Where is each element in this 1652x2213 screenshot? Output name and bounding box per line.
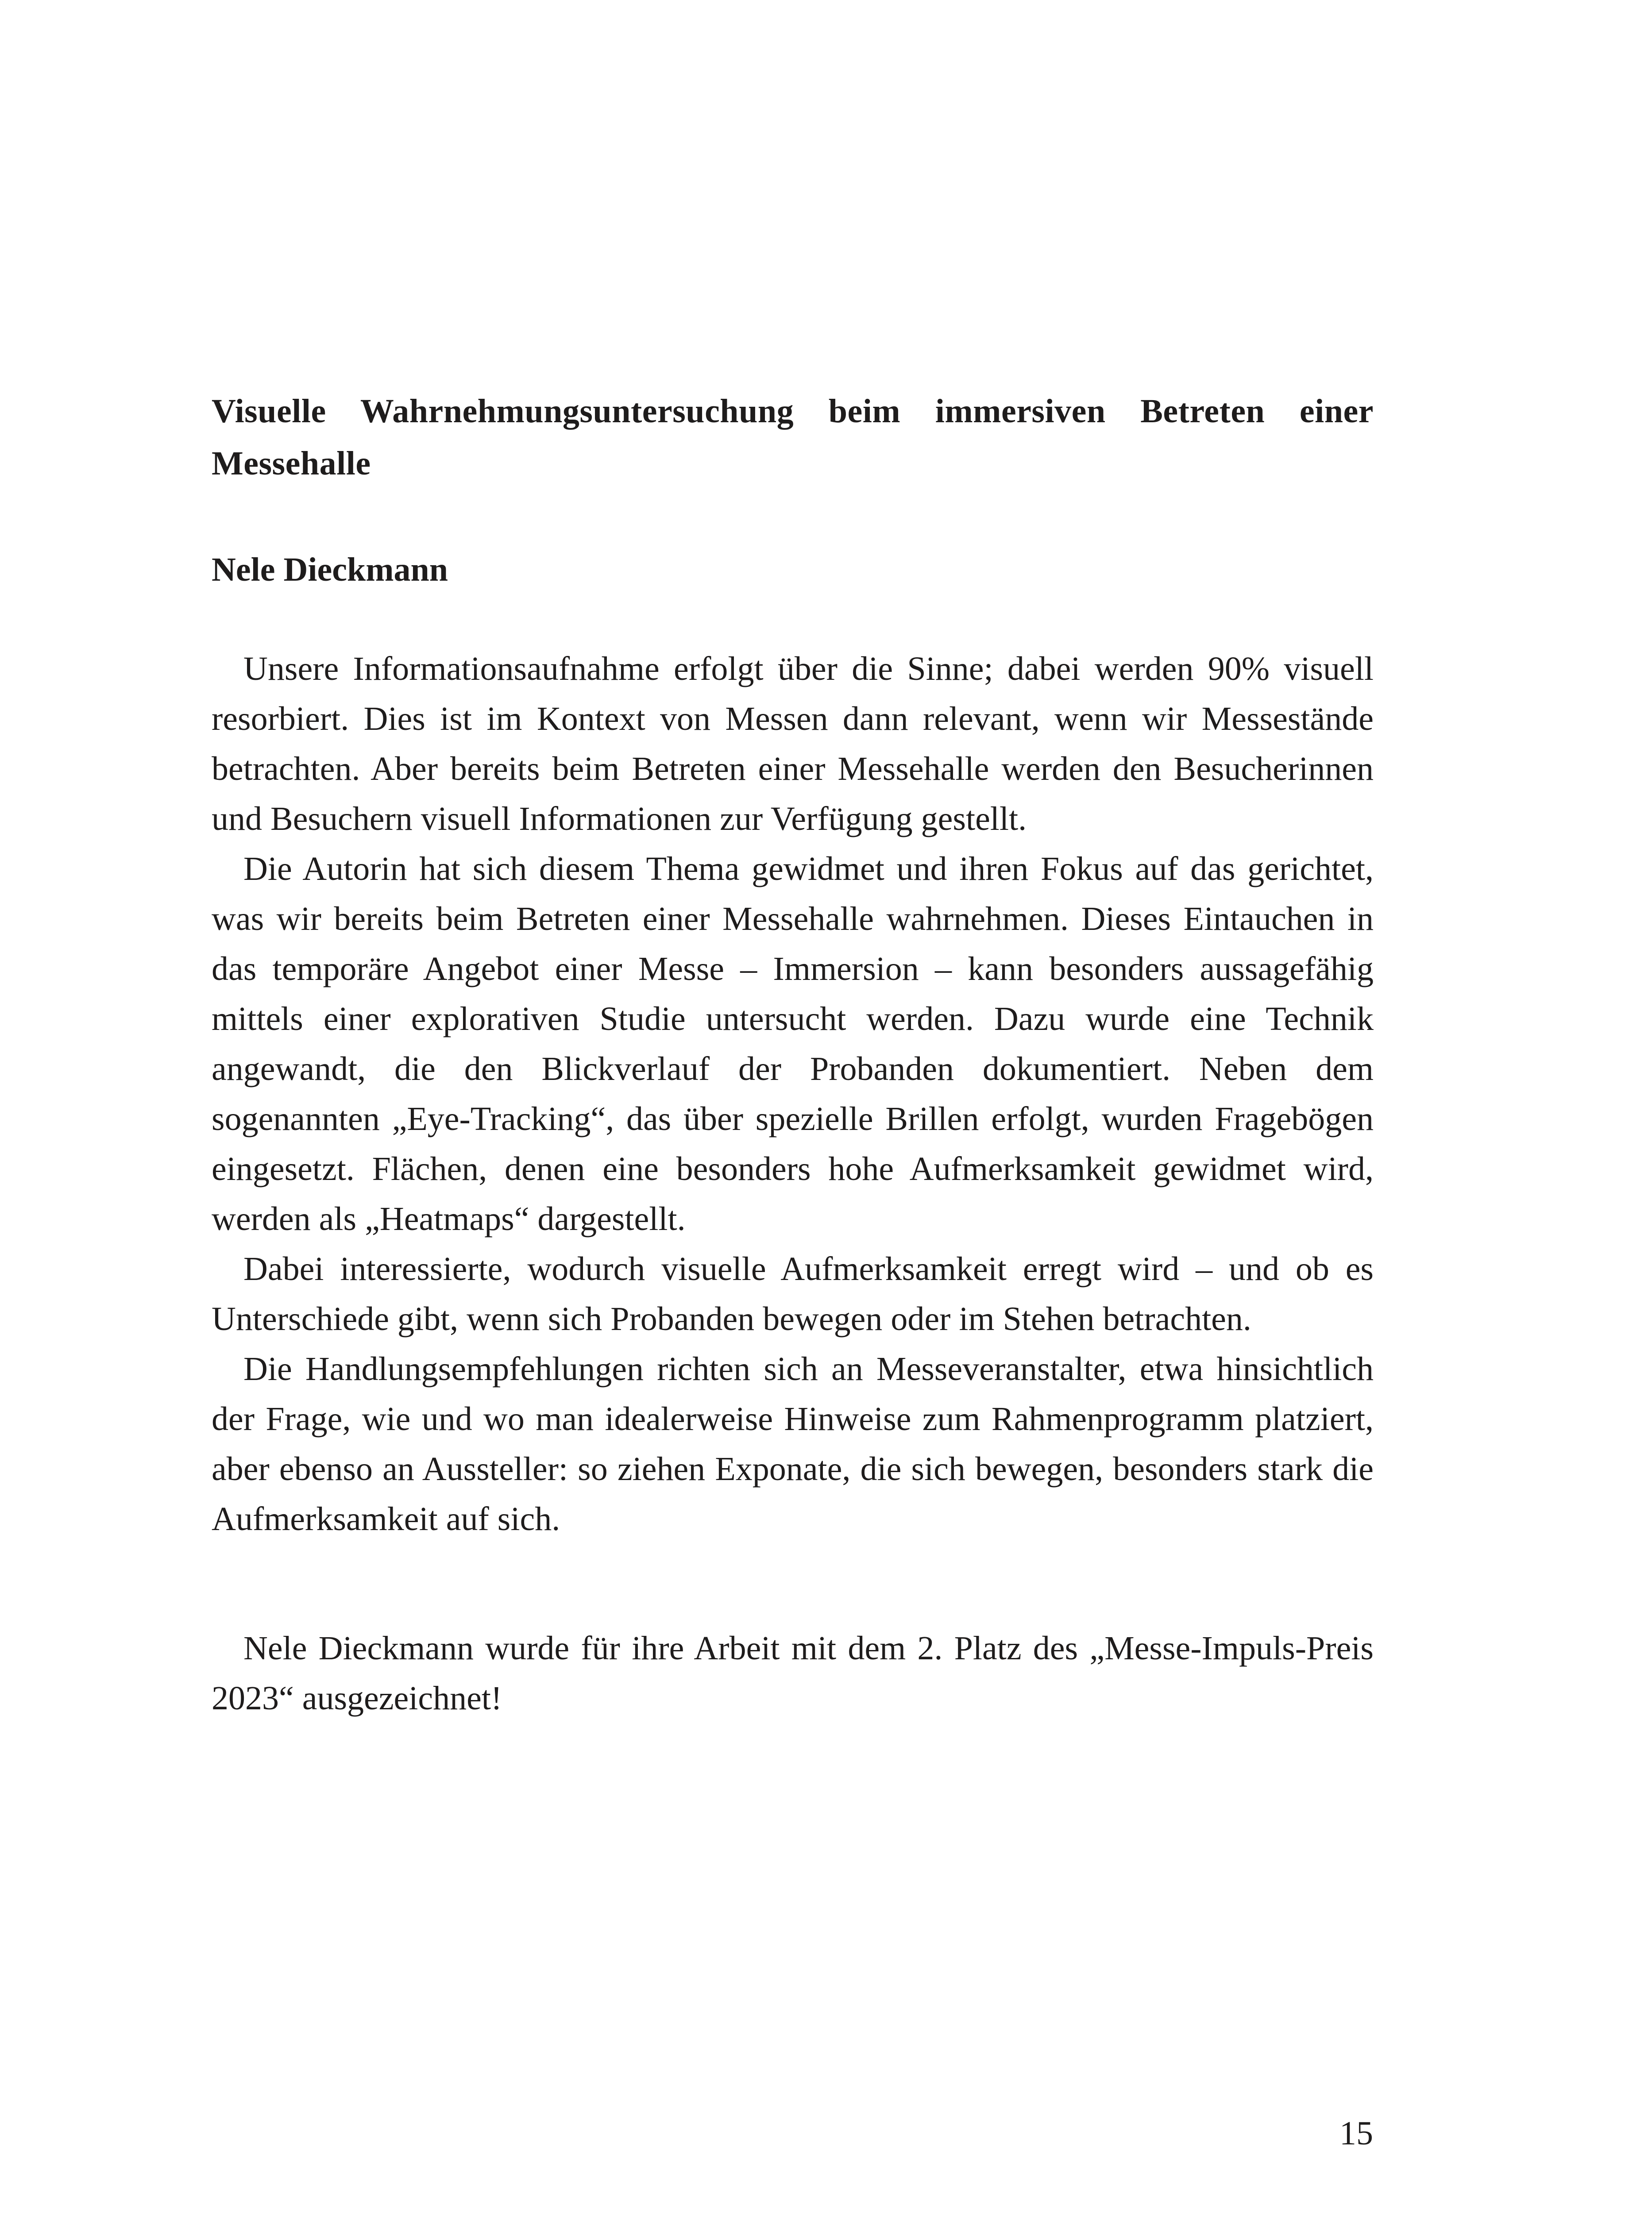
- body-paragraph: Die Autorin hat sich diesem Thema gewidmet und ihren Fokus auf das gerichtet, was wir bereits beim Betreten einer Messehalle wahrnehmen. Dieses Eintauchen in das temporäre Angebot einer Messe – Immersion – kann besonders aussagefähig mittels einer explorativen Studie untersucht werden. Dazu wurde eine Technik angewandt, die den Blickverlauf der Probanden dokumentiert. Neben dem sogenannten „Eye-Tracking“, das über spezielle Brillen erfolgt, wurden Fragebögen eingesetzt. Flächen, denen eine besonders hohe Aufmerksamkeit gewidmet wird, werden als „Heatmaps“ dargestellt.: [212, 850, 1374, 1238]
- article-body: [212, 644, 1374, 1544]
- body-paragraph: Dabei interessierte, wodurch visuelle Aufmerksamkeit erregt wird – und ob es Unterschiede gibt, wenn sich Probanden bewegen oder im Stehen betrachten.: [212, 1250, 1374, 1338]
- page-number: 15: [1339, 2115, 1373, 2152]
- article-title: Visuelle Wahrnehmungsuntersuchung beim immersiven Betreten einer Messehalle: [212, 393, 1374, 482]
- award-note: Nele Dieckmann wurde für ihre Arbeit mit dem 2. Platz des „Messe-Impuls-Preis 2023“ ausgezeichnet!: [212, 1630, 1374, 1717]
- body-paragraph: Die Handlungsempfehlungen richten sich an Messeveranstalter, etwa hinsichtlich der Frage, wie und wo man idealerweise Hinweise zum Rahmenprogramm platziert, aber ebenso an Aussteller: so ziehen Exponate, die sich bewegen, besonders stark die Aufmerksamkeit auf sich.: [212, 1350, 1374, 1538]
- article-author: Nele Dieckmann: [212, 551, 448, 588]
- body-paragraph: Unsere Informationsaufnahme erfolgt über die Sinne; dabei werden 90% visuell resorbiert. Dies ist im Kontext von Messen dann relevant, wenn wir Messestände betrachten. Aber bereits beim Betreten einer Messehalle werden den Besucherinnen und Besuchern visuell Informationen zur Verfügung gestellt.: [212, 650, 1374, 837]
